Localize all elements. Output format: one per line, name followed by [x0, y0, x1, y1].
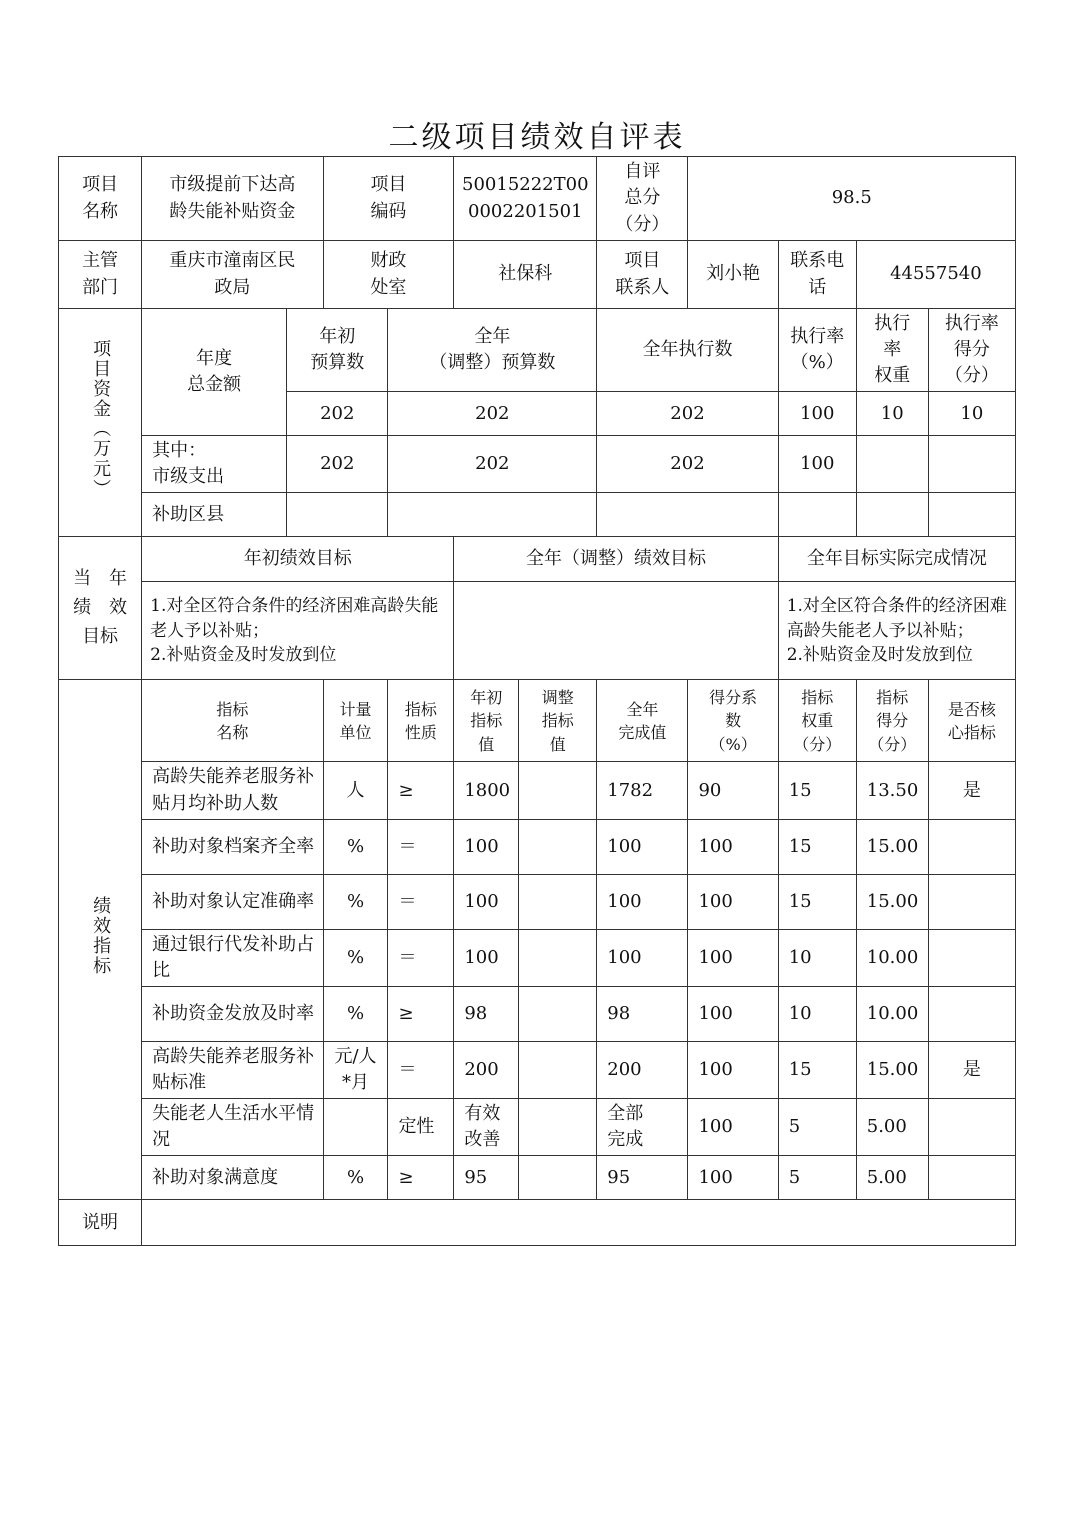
indicator-weight: 15: [778, 762, 856, 819]
funds-weight-header: 执行 率 权重: [856, 309, 928, 392]
indicator-nature: 定性: [388, 1099, 454, 1156]
indicator-completed: 100: [597, 819, 688, 874]
self-score-value: 98.5: [688, 157, 1016, 241]
phone-value: 44557540: [856, 241, 1015, 309]
indicator-name: 失能老人生活水平情况: [142, 1099, 323, 1156]
table-row: [59, 762, 1016, 819]
funds-county-weight: [856, 493, 928, 537]
page-title: 二级项目绩效自评表: [388, 120, 686, 155]
goals-adjusted-header: 全年（调整）绩效目标: [454, 537, 778, 582]
table-row: [59, 929, 1016, 986]
indicator-adjusted: [519, 929, 597, 986]
evaluation-table: [58, 156, 1016, 1246]
indicator-score: 13.50: [856, 762, 928, 819]
funds-executed-header: 全年执行数: [597, 309, 778, 392]
table-row: [59, 874, 1016, 929]
funds-municipal-executed: 202: [597, 436, 778, 493]
note-row: [59, 1200, 1016, 1246]
goals-adjusted-text: [454, 582, 778, 680]
indicator-initial-header: 年初 指标 值: [454, 680, 519, 762]
funds-municipal-row: [59, 436, 1016, 493]
funds-total-initial: 202: [287, 392, 388, 436]
indicator-name: 通过银行代发补助占比: [142, 929, 323, 986]
indicator-score: 15.00: [856, 1041, 928, 1098]
project-code-value: 50015222T00 0002201501: [454, 157, 597, 241]
table-row: [59, 819, 1016, 874]
indicators-header-row: [59, 680, 1016, 762]
indicator-coefficient: 100: [688, 819, 778, 874]
indicator-nature-header: 指标 性质: [388, 680, 454, 762]
funds-total-adjusted: 202: [388, 392, 597, 436]
indicator-initial: 100: [454, 874, 519, 929]
indicator-core: [928, 1156, 1015, 1200]
indicator-nature: ＝: [388, 819, 454, 874]
indicator-nature: ≥: [388, 1156, 454, 1200]
indicator-adjusted-header: 调整 指标 值: [519, 680, 597, 762]
note-label: 说明: [59, 1200, 142, 1246]
indicator-unit: %: [323, 874, 388, 929]
note-value: [142, 1200, 1016, 1246]
indicator-score-header: 指标 得分 （分）: [856, 680, 928, 762]
indicator-name: 补助对象认定准确率: [142, 874, 323, 929]
funds-total-executed: 202: [597, 392, 778, 436]
indicator-score: 15.00: [856, 874, 928, 929]
indicator-unit: %: [323, 929, 388, 986]
funds-municipal-initial: 202: [287, 436, 388, 493]
indicator-unit: %: [323, 1156, 388, 1200]
indicator-core: [928, 929, 1015, 986]
indicator-coefficient: 90: [688, 762, 778, 819]
funds-section-text: 项目资金（万元）: [90, 338, 112, 499]
indicator-name: 补助对象满意度: [142, 1156, 323, 1200]
department-row: [59, 241, 1016, 309]
indicator-coefficient-header: 得分系 数 （%）: [688, 680, 778, 762]
indicator-initial: 200: [454, 1041, 519, 1098]
indicator-score: 5.00: [856, 1156, 928, 1200]
indicator-name: 高龄失能养老服务补贴标准: [142, 1041, 323, 1098]
funds-municipal-label: 其中： 市级支出: [142, 436, 287, 493]
indicator-initial: 100: [454, 929, 519, 986]
table-row: [59, 1041, 1016, 1098]
indicator-name: 补助对象档案齐全率: [142, 819, 323, 874]
funds-county-initial: [287, 493, 388, 537]
project-code-label: 项目 编码: [323, 157, 454, 241]
indicator-score: 5.00: [856, 1099, 928, 1156]
indicator-core-header: 是否核 心指标: [928, 680, 1015, 762]
indicator-nature: ＝: [388, 1041, 454, 1098]
funds-header-row: [59, 309, 1016, 392]
indicator-weight: 10: [778, 929, 856, 986]
funds-total-weight: 10: [856, 392, 928, 436]
goals-initial-text: 1.对全区符合条件的经济困难高龄失能老人予以补贴； 2.补贴资金及时发放到位: [142, 582, 454, 680]
indicator-core: [928, 986, 1015, 1041]
indicator-nature: ＝: [388, 929, 454, 986]
indicator-core: 是: [928, 1041, 1015, 1098]
indicator-weight-header: 指标 权重 （分）: [778, 680, 856, 762]
indicator-core: [928, 1099, 1015, 1156]
indicator-coefficient: 100: [688, 1156, 778, 1200]
indicator-coefficient: 100: [688, 874, 778, 929]
indicator-name: 高龄失能养老服务补贴月均补助人数: [142, 762, 323, 819]
finance-office-label: 财政 处室: [323, 241, 454, 309]
funds-county-adjusted: [388, 493, 597, 537]
table-row: [59, 1156, 1016, 1200]
table-row: [59, 1099, 1016, 1156]
goals-section-label: 当 年 绩 效 目标: [59, 537, 142, 680]
dept-value: 重庆市潼南区民 政局: [142, 241, 323, 309]
indicator-nature: ≥: [388, 986, 454, 1041]
indicator-adjusted: [519, 762, 597, 819]
indicator-unit: [323, 1099, 388, 1156]
indicator-initial: 95: [454, 1156, 519, 1200]
funds-county-row: [59, 493, 1016, 537]
funds-county-rate: [778, 493, 856, 537]
goals-initial-header: 年初绩效目标: [142, 537, 454, 582]
indicator-adjusted: [519, 1099, 597, 1156]
indicator-completed: 全部 完成: [597, 1099, 688, 1156]
indicator-weight: 15: [778, 1041, 856, 1098]
funds-municipal-score: [928, 436, 1015, 493]
indicator-core: 是: [928, 762, 1015, 819]
indicator-unit: 元/人 *月: [323, 1041, 388, 1098]
funds-initial-header: 年初 预算数: [287, 309, 388, 392]
funds-county-label: 补助区县: [142, 493, 287, 537]
indicator-coefficient: 100: [688, 1099, 778, 1156]
indicator-unit-header: 计量 单位: [323, 680, 388, 762]
funds-municipal-weight: [856, 436, 928, 493]
funds-total-header: 年度 总金额: [142, 309, 287, 436]
indicator-nature: ＝: [388, 874, 454, 929]
indicator-unit: %: [323, 819, 388, 874]
funds-municipal-adjusted: 202: [388, 436, 597, 493]
indicator-weight: 15: [778, 819, 856, 874]
indicator-coefficient: 100: [688, 986, 778, 1041]
project-name-label: 项目 名称: [59, 157, 142, 241]
funds-municipal-rate: 100: [778, 436, 856, 493]
indicator-coefficient: 100: [688, 1041, 778, 1098]
indicator-score: 10.00: [856, 929, 928, 986]
indicator-completed-header: 全年 完成值: [597, 680, 688, 762]
goals-header-row: [59, 537, 1016, 582]
indicator-score: 15.00: [856, 819, 928, 874]
goals-actual-text: 1.对全区符合条件的经济困难高龄失能老人予以补贴； 2.补贴资金及时发放到位: [778, 582, 1015, 680]
indicator-name-header: 指标 名称: [142, 680, 323, 762]
goals-actual-header: 全年目标实际完成情况: [778, 537, 1015, 582]
indicator-weight: 10: [778, 986, 856, 1041]
indicator-score: 10.00: [856, 986, 928, 1041]
funds-adjusted-header: 全年 （调整）预算数: [388, 309, 597, 392]
indicator-initial: 98: [454, 986, 519, 1041]
indicator-initial: 100: [454, 819, 519, 874]
indicator-weight: 5: [778, 1099, 856, 1156]
indicator-completed: 100: [597, 874, 688, 929]
indicator-core: [928, 819, 1015, 874]
funds-total-score: 10: [928, 392, 1015, 436]
indicator-coefficient: 100: [688, 929, 778, 986]
indicator-core: [928, 874, 1015, 929]
finance-office-value: 社保科: [454, 241, 597, 309]
indicator-initial: 有效 改善: [454, 1099, 519, 1156]
indicator-unit: 人: [323, 762, 388, 819]
funds-county-score: [928, 493, 1015, 537]
indicator-adjusted: [519, 819, 597, 874]
funds-total-rate: 100: [778, 392, 856, 436]
indicator-nature: ≥: [388, 762, 454, 819]
indicators-section-text: 绩效指标: [90, 895, 112, 976]
self-score-label: 自评 总分 （分）: [597, 157, 688, 241]
contact-label: 项目 联系人: [597, 241, 688, 309]
indicator-completed: 1782: [597, 762, 688, 819]
contact-value: 刘小艳: [688, 241, 778, 309]
phone-label: 联系电 话: [778, 241, 856, 309]
indicators-section-label: [59, 680, 142, 1200]
indicator-adjusted: [519, 874, 597, 929]
indicator-weight: 15: [778, 874, 856, 929]
indicator-completed: 200: [597, 1041, 688, 1098]
indicator-initial: 1800: [454, 762, 519, 819]
indicator-completed: 98: [597, 986, 688, 1041]
project-info-row: [59, 157, 1016, 241]
dept-label: 主管 部门: [59, 241, 142, 309]
indicator-adjusted: [519, 1041, 597, 1098]
indicator-unit: %: [323, 986, 388, 1041]
indicator-name: 补助资金发放及时率: [142, 986, 323, 1041]
indicator-adjusted: [519, 1156, 597, 1200]
goals-content-row: [59, 582, 1016, 680]
funds-county-executed: [597, 493, 778, 537]
funds-rate-header: 执行率 （%）: [778, 309, 856, 392]
indicator-completed: 95: [597, 1156, 688, 1200]
project-name-value: 市级提前下达高 龄失能补贴资金: [142, 157, 323, 241]
indicator-completed: 100: [597, 929, 688, 986]
funds-section-label: [59, 309, 142, 537]
table-row: [59, 986, 1016, 1041]
indicator-weight: 5: [778, 1156, 856, 1200]
indicator-adjusted: [519, 986, 597, 1041]
funds-score-header: 执行率 得分 （分）: [928, 309, 1015, 392]
